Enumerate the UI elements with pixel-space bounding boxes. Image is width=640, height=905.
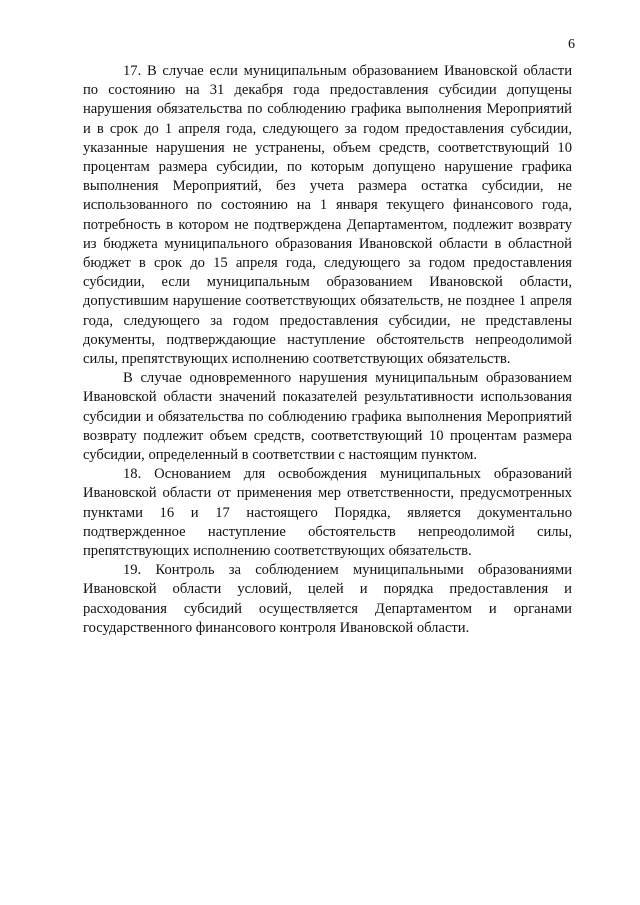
page-number: 6 <box>568 37 575 52</box>
paragraph-18: 18. Основанием для освобождения муниципальных образований Ивановской области от применения мер ответственности, предусмотренных пунктами 16 и 17 настоящего Порядка, является документально подтвержденное наступление обстоятельств непреодолимой силы, препятствующих исполнению соответствующих обязательств. <box>83 466 572 560</box>
document-body <box>83 62 572 638</box>
paragraph-17-continuation: В случае одновременного нарушения муниципальным образованием Ивановской области значений показателей результативности использования субсидии и обязательства по соблюдению графика выполнения Мероприятий возврату подлежит объем средств, соответствующий 10 процентам размера субсидии, определенный в соответствии с настоящим пунктом. <box>83 370 572 464</box>
paragraph-17: 17. В случае если муниципальным образованием Ивановской области по состоянию на 31 декабря года предоставления субсидии допущены нарушения обязательства по соблюдению графика выполнения Мероприятий и в срок до 1 апреля года, следующего за годом предоставления субсидии, указанные нарушения не устранены, объем средств, соответствующий 10 процентам размера субсидии, по которым допущено нарушение графика выполнения Мероприятий, без учета размера остатка субсидии, не использованного по состоянию на 1 января текущего финансового года, потребность в котором не подтверждена Департаментом, подлежит возврату из бюджета муниципального образования Ивановской области в областной бюджет в срок до 15 апреля года, следующего за годом предоставления субсидии, если муниципальным образованием Ивановской области, допустившим нарушение соответствующих обязательств, не позднее 1 апреля года, следующего за годом предоставления субсидии, не представлены документы, подтверждающие наступление обстоятельств непреодолимой силы, препятствующих исполнению соответствующих обязательств. <box>83 63 572 368</box>
paragraph-19: 19. Контроль за соблюдением муниципальными образованиями Ивановской области условий, целей и порядка предоставления и расходования субсидий осуществляется Департаментом и органами государственного финансового контроля Ивановской области. <box>83 562 572 636</box>
